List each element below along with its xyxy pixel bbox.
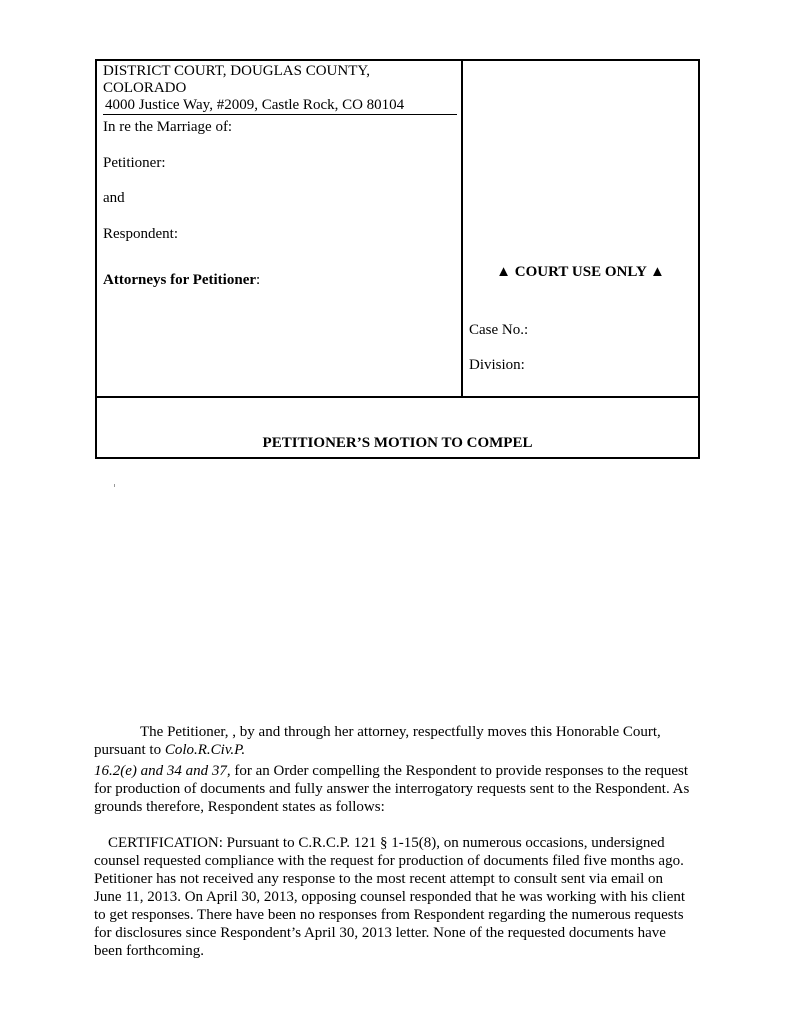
certification-paragraph xyxy=(94,834,694,960)
caption-right-cell xyxy=(463,61,698,398)
court-name: DISTRICT COURT, DOUGLAS COUNTY, xyxy=(103,63,371,79)
motion-title: PETITIONER’S MOTION TO COMPEL xyxy=(262,435,533,451)
caption-title-cell xyxy=(97,398,698,457)
court-address: 4000 Justice Way, #2009, Castle Rock, CO 80104 xyxy=(103,97,457,115)
rule-citation: Colo.R.Civ.P. xyxy=(164,742,246,758)
intro-line-2-text: pursuant to xyxy=(94,742,165,758)
intro-paragraph xyxy=(94,723,694,759)
case-caption-table xyxy=(95,59,700,459)
intro-line-2 xyxy=(94,741,694,759)
and-label: and xyxy=(103,190,125,206)
case-number-label: Case No.: xyxy=(469,322,529,338)
rule-numbers: 16.2(e) and 34 and 37, xyxy=(94,763,231,779)
court-state: COLORADO xyxy=(103,80,187,96)
attorneys-label-bold: Attorneys for Petitioner xyxy=(103,272,257,288)
certification-text: CERTIFICATION: Pursuant to C.R.C.P. 121 § 1-15(8), on numerous occasions, undersigned counsel requested compliance with the request for production of documents filed five months ago. Petitioner has not received any response to the most recent attempt to consult sent via email on June 11, 2013. On April 30, 2013, opposing counsel responded that he was working with his client to get responses. There have been no responses from Respondent regarding the numerous requests for disclosures since Respondent’s April 30, 2013 letter. None of the requested documents have been forthcoming. xyxy=(94,835,686,959)
petitioner-label: Petitioner: xyxy=(103,155,166,171)
intro-paragraph-continued xyxy=(94,762,694,816)
respondent-label: Respondent: xyxy=(103,226,178,242)
stray-mark xyxy=(114,484,115,487)
division-label: Division: xyxy=(469,357,525,373)
intro-continued-text: for an Order compelling the Respondent to provide responses to the request for production of documents and fully answer the interrogatory requests sent to the Respondent. As grounds therefore, Respondent states as follows: xyxy=(94,763,690,815)
intro-line-1: The Petitioner, , by and through her attorney, respectfully moves this Honorable Court, xyxy=(140,724,661,740)
caption-left-cell xyxy=(97,61,463,398)
attorneys-label-colon: : xyxy=(256,272,261,288)
in-re-label: In re the Marriage of: xyxy=(103,119,233,135)
court-use-only-label: ▲ COURT USE ONLY ▲ xyxy=(496,264,665,280)
attorneys-label xyxy=(103,272,260,289)
